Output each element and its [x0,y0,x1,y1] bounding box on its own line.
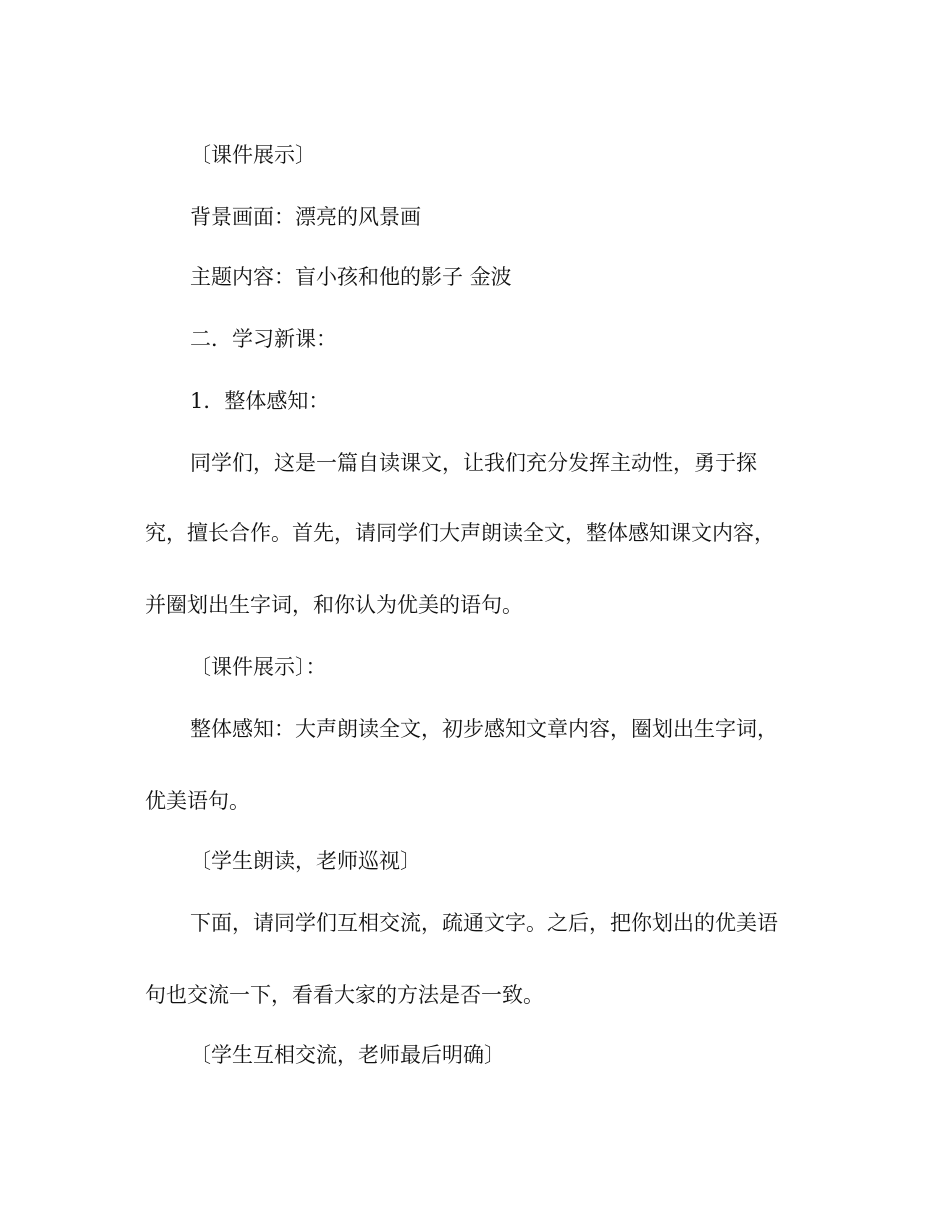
paragraph-line: 句也交流一下，看看大家的方法是否一致。 [145,983,544,1007]
courseware-label: 〔课件展示〕： [190,655,327,679]
courseware-label: 〔课件展示〕 [190,143,316,167]
subsection-heading: 1．整体感知： [190,389,330,413]
theme-text: 主题内容：盲小孩和他的影子 金波 [190,265,512,289]
background-text: 背景画面：漂亮的风景画 [190,205,421,229]
paragraph-line: 下面，请同学们互相交流，疏通文字。之后，把你划出的优美语 [190,911,778,935]
paragraph-line: 整体感知：大声朗读全文，初步感知文章内容，圈划出生字词， [190,717,778,741]
paragraph-line: 优美语句。 [145,789,250,813]
section-heading: 二．学习新课： [190,327,337,351]
paragraph-line: 并圈划出生字词，和你认为优美的语句。 [145,593,523,617]
paragraph-line: 同学们，这是一篇自读课文，让我们充分发挥主动性，勇于探 [190,451,757,475]
stage-direction: 〔学生互相交流，老师最后明确〕 [190,1043,505,1067]
paragraph-line: 究，擅长合作。首先，请同学们大声朗读全文，整体感知课文内容， [145,521,775,545]
stage-direction: 〔学生朗读，老师巡视〕 [190,849,421,873]
